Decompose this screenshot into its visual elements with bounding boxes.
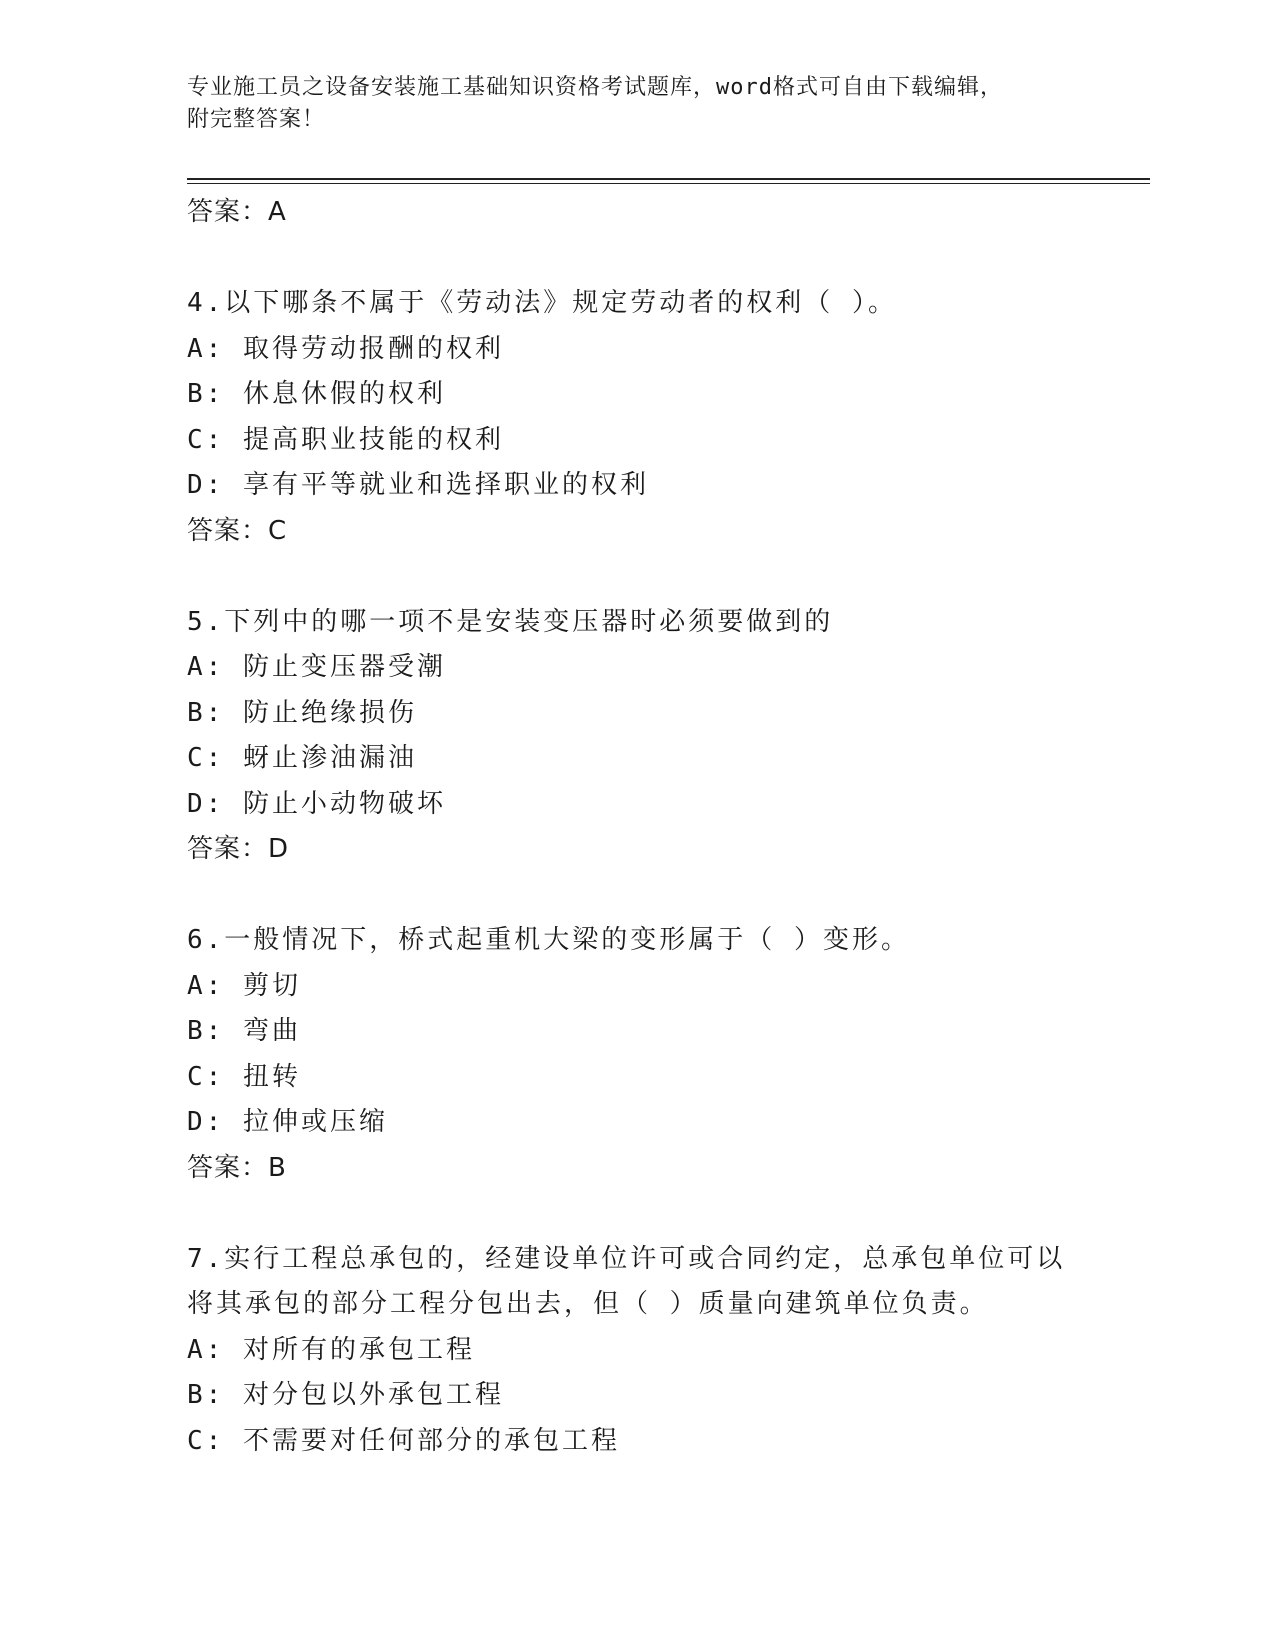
question-6-stem: 6.一般情况下，桥式起重机大梁的变形属于（ ）变形。 <box>187 925 910 955</box>
question-6-option-c: C: 扭转 <box>187 1061 301 1092</box>
question-4-stem: 4.以下哪条不属于《劳动法》规定劳动者的权利（ ）。 <box>187 288 897 318</box>
question-4-option-a: A: 取得劳动报酬的权利 <box>187 333 504 364</box>
question-6-option-a: A: 剪切 <box>187 970 301 1001</box>
question-5-option-d: D: 防止小动物破坏 <box>187 788 446 819</box>
question-4-option-d: D: 享有平等就业和选择职业的权利 <box>187 470 649 500</box>
answer-line: 答案：A <box>187 197 287 227</box>
question-5-option-a: A: 防止变压器受潮 <box>187 652 446 682</box>
header-divider-thick <box>187 178 1150 180</box>
question-7-option-a: A: 对所有的承包工程 <box>187 1334 475 1365</box>
question-5-option-c: C: 蚜止渗油漏油 <box>187 743 417 773</box>
question-5-option-b: B: 防止绝缘损伤 <box>187 697 417 728</box>
header-divider-thin <box>187 183 1150 184</box>
question-7-stem-line-1: 7.实行工程总承包的，经建设单位许可或合同约定，总承包单位可以 <box>187 1243 1066 1274</box>
spacer <box>187 236 1147 282</box>
question-4-option-b: B: 休息休假的权利 <box>187 379 446 409</box>
question-6-option-d: D: 拉伸或压缩 <box>187 1107 388 1137</box>
question-6-answer: 答案：B <box>187 1152 287 1183</box>
spacer <box>187 1191 1147 1237</box>
spacer <box>187 554 1147 600</box>
question-6-option-b: B: 弯曲 <box>187 1016 301 1046</box>
document-header <box>187 72 1087 136</box>
question-7-option-b: B: 对分包以外承包工程 <box>187 1380 504 1410</box>
header-line-2: 附完整答案！ <box>187 107 326 132</box>
question-4-answer: 答案：C <box>187 515 288 546</box>
header-line-1: 专业施工员之设备安装施工基础知识资格考试题库，word格式可自由下载编辑， <box>187 75 1003 100</box>
question-list <box>187 190 1147 1464</box>
question-4-option-c: C: 提高职业技能的权利 <box>187 424 504 455</box>
spacer <box>187 873 1147 919</box>
question-5-answer: 答案：D <box>187 834 290 864</box>
question-7-stem-line-2: 将其承包的部分工程分包出去，但（ ）质量向建筑单位负责。 <box>187 1289 989 1319</box>
question-7-option-c: C: 不需要对任何部分的承包工程 <box>187 1425 620 1456</box>
question-5-stem: 5.下列中的哪一项不是安装变压器时必须要做到的 <box>187 606 834 637</box>
